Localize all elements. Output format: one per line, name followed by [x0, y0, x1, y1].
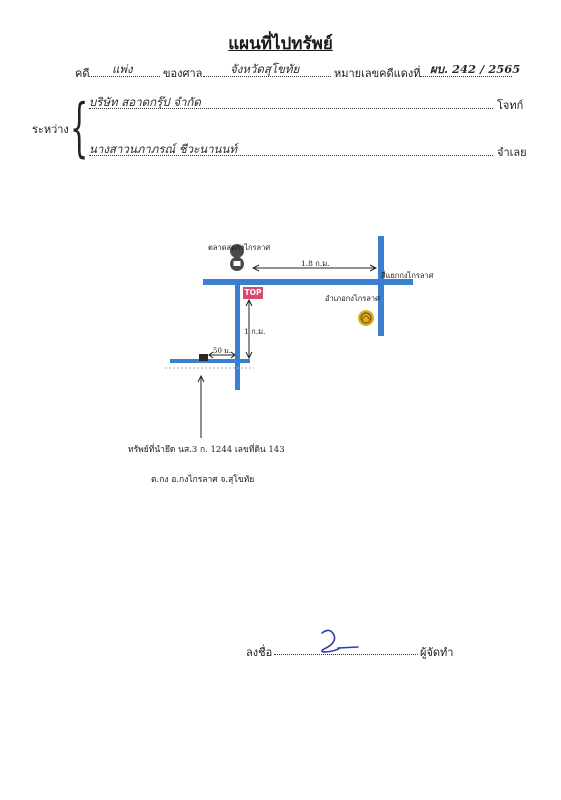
property-marker-icon — [199, 354, 208, 361]
party-brace: { — [70, 91, 89, 165]
case-type-value: แพ่ง — [112, 62, 133, 76]
sign-label: ลงชื่อ — [246, 646, 273, 659]
defendant-role: จำเลย — [497, 146, 527, 159]
plaintiff-name: บริษัท สอาดกรุ๊ป จำกัด — [89, 95, 201, 109]
court-label: ของศาล — [163, 67, 203, 80]
side-road-vertical — [235, 282, 240, 390]
intersection-label: สี่แยกกงไกรลาศ — [381, 271, 434, 280]
signature-mark — [322, 630, 358, 652]
case-number-label: หมายเลขคดีแดงที่ — [334, 67, 421, 80]
between-label: ระหว่าง — [32, 123, 69, 136]
distance-top-label: 1.8 ก.ม. — [301, 259, 330, 268]
property-pointer-arrow — [198, 376, 204, 438]
signature-line — [274, 654, 418, 655]
page-title: แผนที่ไปทรัพย์ — [228, 34, 333, 54]
property-road-horizontal — [170, 359, 250, 363]
signer-role-label: ผู้จัดทำ — [420, 646, 454, 659]
court-name-value: จังหวัดสุโขทัย — [230, 62, 300, 76]
right-road-vertical — [378, 236, 384, 336]
store-label: TOP — [244, 288, 262, 297]
case-number-value: ผบ. 242 / 2565 — [430, 62, 521, 76]
distance-vertical-label: 1 ก.ม. — [244, 327, 266, 336]
defendant-name: นางสาวนภาภรณ์ ชีวะนานนท์ — [89, 142, 237, 156]
distance-small-label: 50 ม. — [213, 347, 231, 355]
plaintiff-role: โจทก์ — [497, 99, 524, 112]
case-label: คดี — [75, 67, 90, 80]
location-caption: ต.กง อ.กงไกรลาศ จ.สุโขทัย — [151, 475, 255, 485]
market-label: ตลาดสดกงไกรลาศ — [208, 243, 271, 252]
district-seal-icon — [358, 310, 374, 326]
property-caption: ทรัพย์ที่นำยึด นส.3 ก. 1244 เลขที่ดิน 143 — [128, 445, 285, 455]
district-office-label: อำเภอกงไกรลาศ — [325, 294, 380, 303]
